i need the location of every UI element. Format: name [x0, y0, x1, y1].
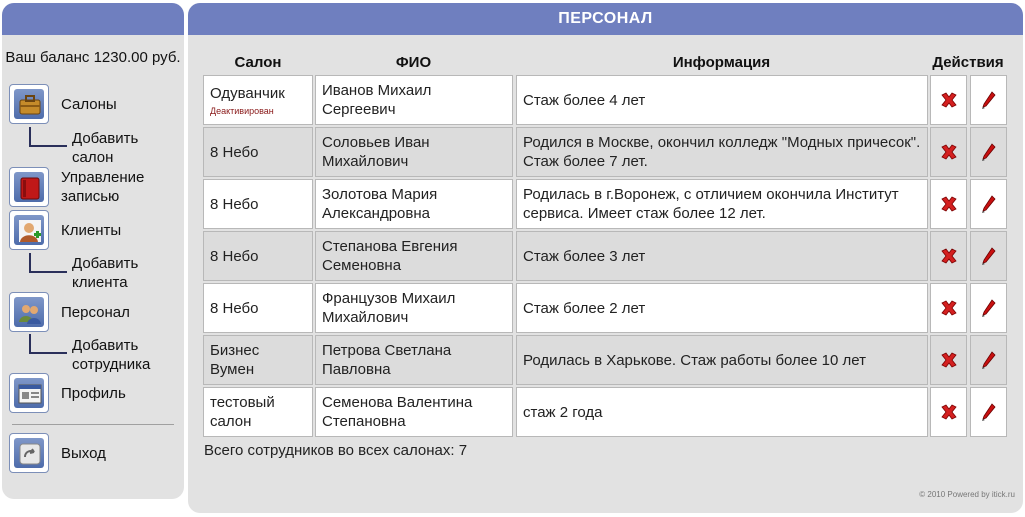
info-cell: Стаж более 2 лет: [516, 283, 928, 333]
delete-icon: [939, 402, 959, 422]
nav-booking[interactable]: [9, 167, 179, 207]
delete-button[interactable]: [930, 179, 967, 229]
salon-name: 8 Небо: [210, 195, 259, 213]
nav-add-staff[interactable]: Добавить сотрудника: [72, 337, 151, 373]
edit-button[interactable]: [970, 283, 1007, 333]
delete-button[interactable]: [930, 387, 967, 437]
salon-cell: [203, 127, 313, 177]
edit-button[interactable]: [970, 231, 1007, 281]
page-title: ПЕРСОНАЛ: [188, 3, 1023, 35]
info-cell: Стаж более 3 лет: [516, 231, 928, 281]
nav-staff[interactable]: [9, 292, 179, 332]
nav-salons[interactable]: [9, 84, 179, 124]
info-cell: Родился в Москве, окончил колледж "Модных причесок". Стаж более 7 лет.: [516, 127, 928, 177]
delete-button[interactable]: [930, 335, 967, 385]
nav-add-client[interactable]: Добавить клиента: [72, 255, 139, 291]
delete-icon: [939, 298, 959, 318]
logout-icon: [9, 433, 49, 473]
column-header-info: Информация: [672, 54, 771, 71]
nav-add-salon[interactable]: Добавить салон: [72, 130, 139, 166]
info-cell: Родилась в Харькове. Стаж работы более 10 лет: [516, 335, 928, 385]
edit-button[interactable]: [970, 75, 1007, 125]
tree-connector: [29, 334, 67, 354]
name-cell: Петрова Светлана Павловна: [315, 335, 513, 385]
name-cell: Семенова Валентина Степановна: [315, 387, 513, 437]
edit-button[interactable]: [970, 335, 1007, 385]
status-badge: Деактивирован: [210, 105, 274, 116]
salon-name: 8 Небо: [210, 299, 259, 317]
sidebar-header-bar: [2, 3, 184, 35]
delete-icon: [939, 194, 959, 214]
nav-logout-label: Выход: [61, 444, 106, 462]
column-header-name: ФИО: [395, 54, 432, 71]
edit-icon: [980, 90, 998, 110]
tree-connector: [29, 253, 67, 273]
salon-cell: [203, 387, 313, 437]
info-cell: Стаж более 4 лет: [516, 75, 928, 125]
edit-button[interactable]: [970, 127, 1007, 177]
client-icon: [9, 210, 49, 250]
salons-icon: [9, 84, 49, 124]
delete-button[interactable]: [930, 283, 967, 333]
delete-button[interactable]: [930, 75, 967, 125]
nav-clients[interactable]: [9, 210, 179, 250]
name-cell: Золотова Мария Александровна: [315, 179, 513, 229]
nav-profile-label: Профиль: [61, 384, 126, 402]
nav-profile[interactable]: [9, 373, 179, 413]
delete-icon: [939, 90, 959, 110]
salon-cell: [203, 283, 313, 333]
nav-logout[interactable]: [9, 433, 179, 473]
delete-icon: [939, 246, 959, 266]
nav-divider: [12, 424, 174, 425]
salon-name: тестовый салон: [210, 394, 275, 430]
delete-icon: [939, 142, 959, 162]
salon-name: Одуванчик: [210, 84, 285, 102]
book-icon: [9, 167, 49, 207]
column-header-salon: Салон: [234, 54, 282, 71]
edit-icon: [980, 246, 998, 266]
profile-icon: [9, 373, 49, 413]
edit-button[interactable]: [970, 179, 1007, 229]
delete-button[interactable]: [930, 127, 967, 177]
delete-icon: [939, 350, 959, 370]
nav-clients-label: Клиенты: [61, 221, 122, 239]
name-cell: Степанова Евгения Семеновна: [315, 231, 513, 281]
salon-name: Бизнес Вумен: [210, 342, 260, 378]
footer-copyright: © 2010 Powered by itick.ru: [919, 490, 1015, 499]
info-cell: Родилась в г.Воронеж, с отличием окончила Институт сервиса. Имеет стаж более 12 лет.: [516, 179, 928, 229]
salon-cell: [203, 75, 313, 125]
delete-button[interactable]: [930, 231, 967, 281]
staff-icon: [9, 292, 49, 332]
salon-name: 8 Небо: [210, 143, 259, 161]
info-cell: стаж 2 года: [516, 387, 928, 437]
salon-cell: [203, 231, 313, 281]
edit-icon: [980, 298, 998, 318]
nav-booking-label: Управление записью: [61, 169, 145, 205]
edit-button[interactable]: [970, 387, 1007, 437]
salon-cell: [203, 179, 313, 229]
edit-icon: [980, 402, 998, 422]
name-cell: Иванов Михаил Сергеевич: [315, 75, 513, 125]
nav-salons-label: Салоны: [61, 95, 117, 113]
column-header-actions: Действия: [932, 54, 1004, 71]
staff-total: Всего сотрудников во всех салонах: 7: [204, 442, 468, 459]
edit-icon: [980, 142, 998, 162]
edit-icon: [980, 350, 998, 370]
name-cell: Французов Михаил Михайлович: [315, 283, 513, 333]
salon-cell: [203, 335, 313, 385]
name-cell: Соловьев Иван Михайлович: [315, 127, 513, 177]
balance-text: Ваш баланс 1230.00 руб.: [5, 49, 181, 66]
nav-staff-label: Персонал: [61, 303, 130, 321]
tree-connector: [29, 127, 67, 147]
edit-icon: [980, 194, 998, 214]
salon-name: 8 Небо: [210, 247, 259, 265]
